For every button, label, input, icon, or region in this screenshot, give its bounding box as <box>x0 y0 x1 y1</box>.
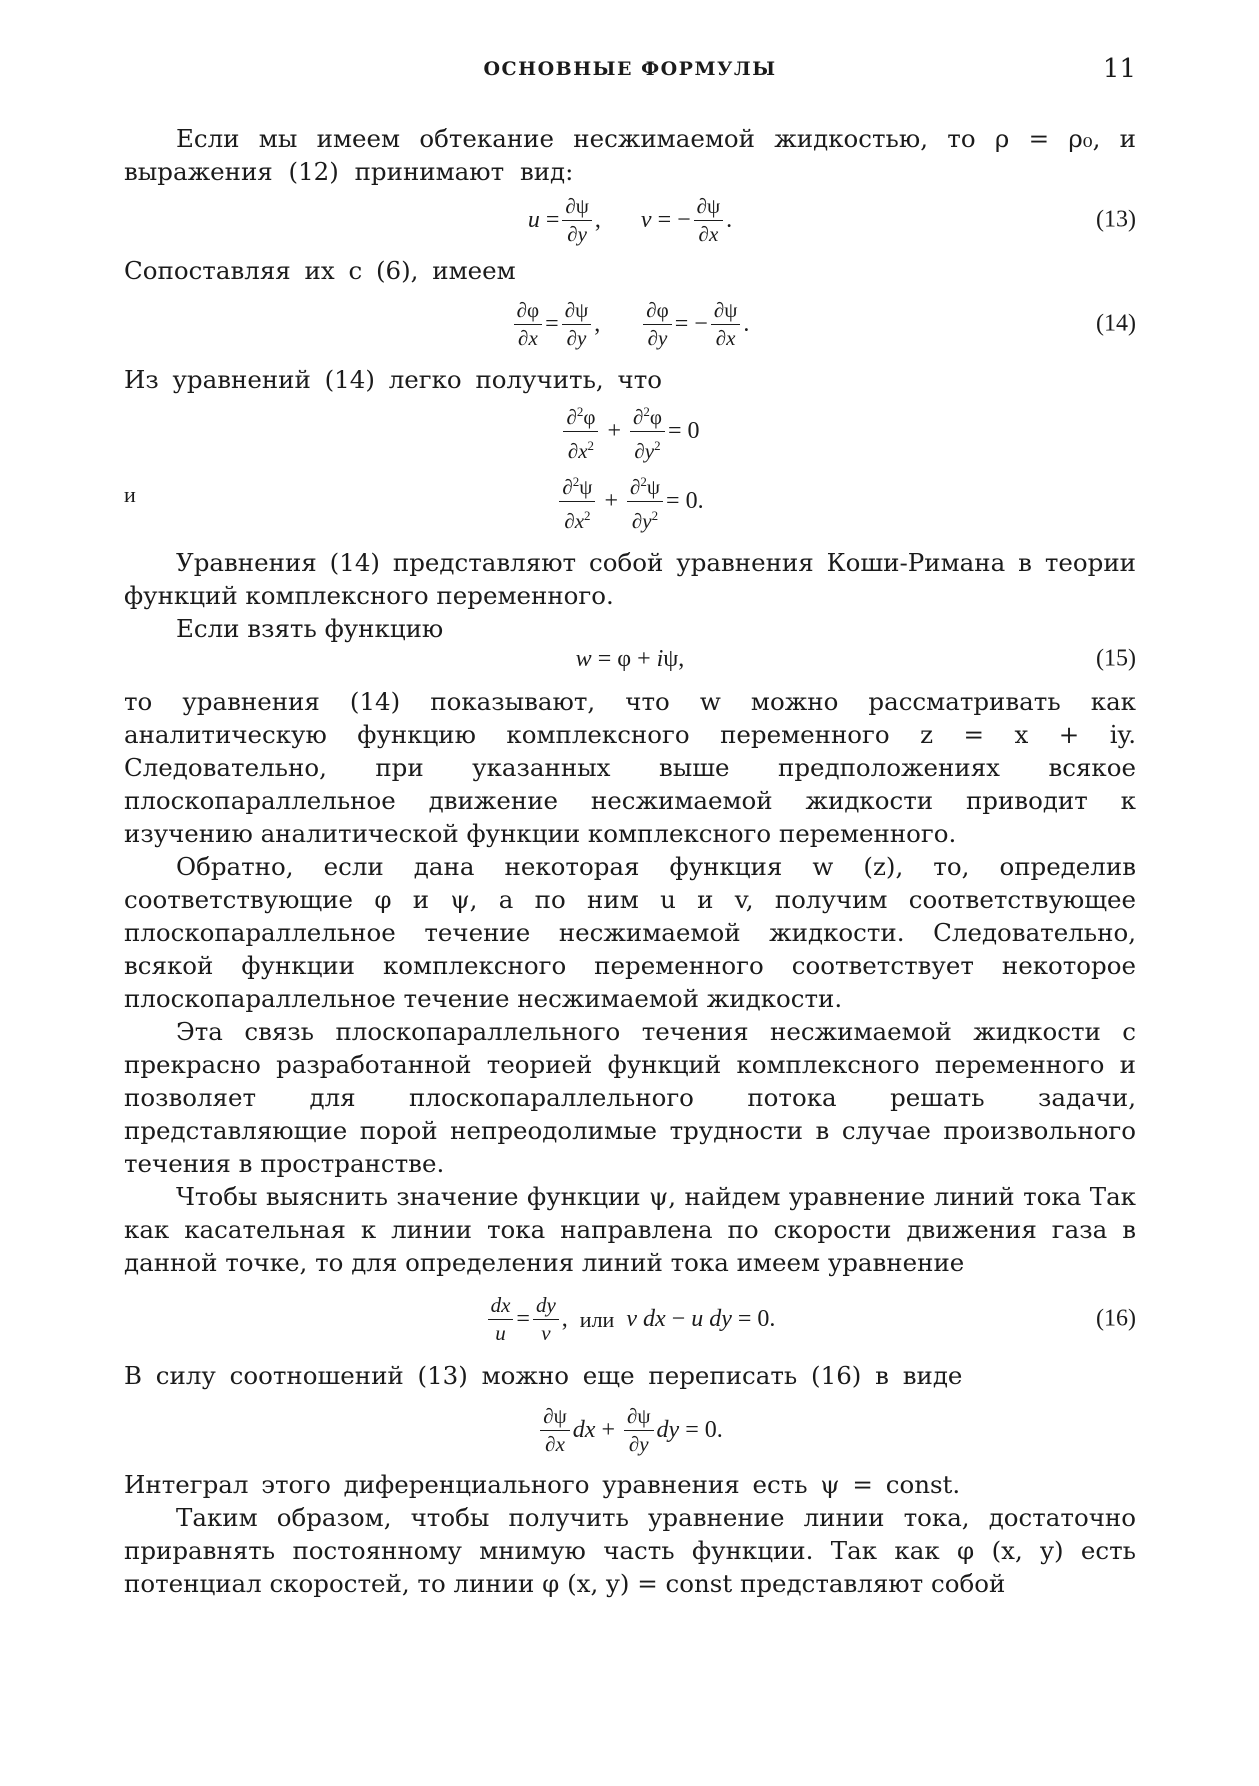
equation-14: $\frac{\partial\varphi}{\partial x}$ = $\frac{\partial\psi}{\partial y}$ , $\frac{\partial\varphi}{\partial y}$ = − $\frac{\partial\psi}{\partial x}$ . (14) <box>124 289 1136 359</box>
paragraph-11: Интеграл этого диференциального уравнения есть ψ = const. <box>124 1470 961 1499</box>
equation-14-number: (14) <box>1096 310 1136 337</box>
equation-16: $\frac{dx}{u}$ = $\frac{dy}{v}$ , или v dx − u dy = 0. (16) <box>124 1283 1136 1355</box>
paragraph-6: то уравнения (14) показывают, что w можно рассматривать как аналитическую функцию комплексного переменного z = x + iy. Следовательно, при указанных выше предположениях всякое плоскопараллельное движение несжимаемой жидкости приводит к изучению аналитической функции комплексного переменного. <box>124 687 1136 848</box>
equation-stream-diff: $\frac{\partial\psi}{\partial x}$ dx + $\frac{\partial\psi}{\partial y}$ dy = 0. <box>124 1396 1136 1464</box>
equation-15: w = φ + iψ, (15) <box>124 643 1136 675</box>
running-title: ОСНОВНЫЕ ФОРМУЛЫ <box>483 58 777 80</box>
equation-13-number: (13) <box>1096 206 1136 233</box>
paragraph-5: Если взять функцию <box>176 614 444 643</box>
page-number: 11 <box>1102 54 1136 84</box>
equation-laplace-phi: $\frac{\partial^2\varphi}{\partial x^2}$ + $\frac{\partial^2\varphi}{\partial y^2}$ = 0 <box>124 400 1136 462</box>
paragraph-3: Из уравнений (14) легко получить, что <box>124 365 663 394</box>
paragraph-7: Обратно, если дана некоторая функция w (z), то, определив соответствующие φ и ψ, а по ним u и v, получим соответствующее плоскопараллельное течение несжимаемой жидкости. Следовательно, всякой функции комплексного переменного соответствует некоторое плоскопараллельное течение несжимаемой жидкости. <box>124 852 1136 1013</box>
page-body <box>124 122 1136 1600</box>
equation-15-number: (15) <box>1096 645 1136 672</box>
paragraph-8: Эта связь плоскопараллельного течения несжимаемой жидкости с прекрасно разработанной теорией функций комплексного переменного и позволяет для плоскопараллельного потока решать задачи, представляющие порой непреодолимые трудности в случае произвольного течения в пространстве. <box>124 1017 1136 1178</box>
paragraph-1: Если мы имеем обтекание несжимаемой жидкостью, то ρ = ρ₀, и выражения (12) принимают вид: <box>124 124 1136 186</box>
equation-16-number: (16) <box>1096 1305 1136 1332</box>
paragraph-12: Таким образом, чтобы получить уравнение линии тока, достаточно приравнять постоянному мнимую часть функции. Так как φ (x, y) есть потенциал скоростей, то линии φ (x, y) = const представляют собой <box>124 1503 1136 1598</box>
paragraph-10: В силу соотношений (13) можно еще переписать (16) в виде <box>124 1361 963 1390</box>
paragraph-2: Сопоставляя их с (6), имеем <box>124 256 516 285</box>
equation-laplace-psi: и $\frac{\partial^2\psi}{\partial x^2}$ + $\frac{\partial^2\psi}{\partial y^2}$ = 0. <box>124 468 1136 534</box>
paragraph-4: Уравнения (14) представляют собой уравнения Коши-Римана в теории функций комплексного переменного. <box>124 548 1136 610</box>
paragraph-9: Чтобы выяснить значение функции ψ, найдем уравнение линий тока Так как касательная к линии тока направлена по скорости движения газа в данной точке, то для определения линий тока имеем уравнение <box>124 1182 1136 1277</box>
word-or: или <box>579 1306 615 1332</box>
conjunction-and: и <box>124 482 136 507</box>
page-header <box>124 54 1136 92</box>
equation-13: u = $\frac{\partial\psi}{\partial y}$ , v = − $\frac{\partial\psi}{\partial x}$ . (13) <box>527 193 1136 246</box>
